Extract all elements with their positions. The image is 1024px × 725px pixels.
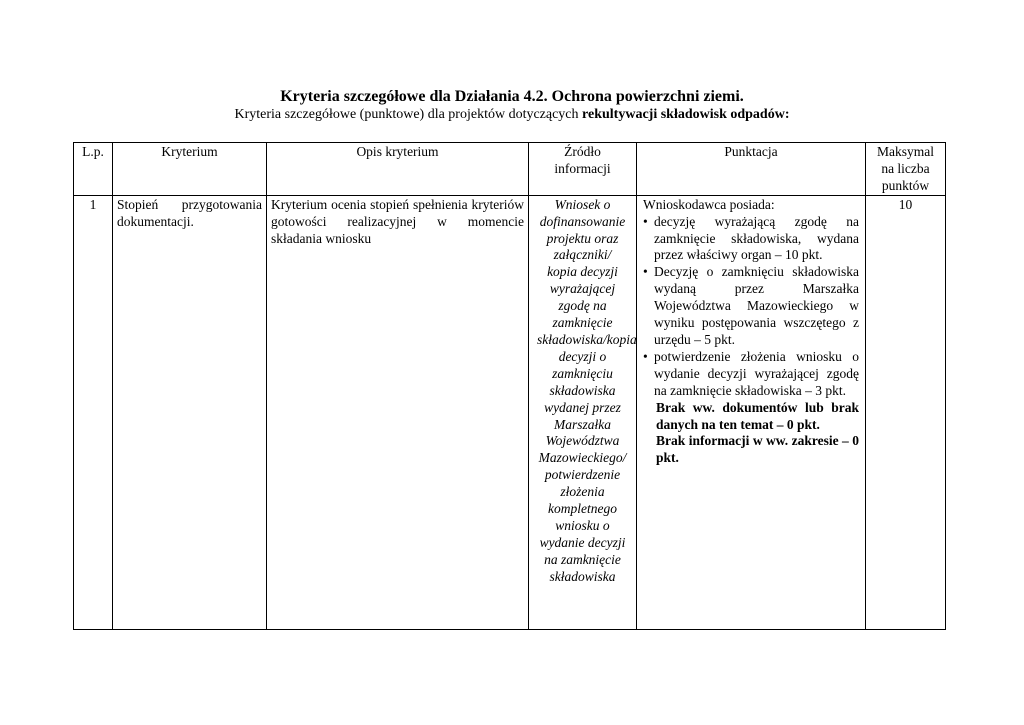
cell-lp: 1 [74, 195, 113, 629]
punktacja-note-no-documents: Brak ww. dokumentów lub brak danych na ten temat – 0 pkt. [656, 399, 859, 432]
bullet-icon: • [643, 348, 648, 364]
header-lp: L.p. [74, 143, 113, 196]
cell-punktacja [637, 195, 866, 629]
header-maksymalna: Maksymal na liczba punktów [866, 143, 946, 196]
list-item [643, 264, 859, 349]
cell-kryterium: Stopień przygotowania dokumentacji. [113, 195, 267, 629]
punktacja-item-text: decyzję wyrażającą zgodę na zamknięcie składowiska, wydana przez właściwy organ – 10 pkt. [654, 213, 859, 263]
bullet-icon: • [643, 264, 648, 280]
list-item [643, 349, 859, 400]
cell-max-points: 10 [866, 195, 946, 629]
header-punktacja: Punktacja [637, 143, 866, 196]
bullet-icon: • [643, 213, 648, 229]
table-row [74, 195, 946, 629]
list-item [643, 214, 859, 265]
punktacja-intro: Wnioskodawca posiada: [643, 196, 775, 212]
header-zrodlo: Źródło informacji [529, 143, 637, 196]
document-subtitle [0, 106, 1024, 124]
header-kryterium: Kryterium [113, 143, 267, 196]
punktacja-item-text: potwierdzenie złożenia wniosku o wydanie decyzji wyrażającej zgodę na zamknięcie składowiska – 3 pkt. [654, 348, 859, 398]
subtitle-text: Kryteria szczegółowe (punktowe) dla projektów dotyczących [234, 107, 583, 122]
cell-zrodlo: Wniosek o dofinansowanie projektu oraz załączniki/ kopia decyzji wyrażającej zgodę na zamknięcie składowiska/kopia decyzji o zamknięciu składowiska wydanej przez Marszałka Województwa Mazowieckiego/ potwierdzenie złożenia kompletnego wniosku o wydanie decyzji na zamknięcie składowiska [529, 195, 637, 629]
cell-opis: Kryterium ocenia stopień spełnienia kryteriów gotowości realizacyjnej w momencie składania wniosku [267, 195, 529, 629]
punktacja-item-text: Decyzję o zamknięciu składowiska wydaną przez Marszałka Województwa Mazowieckiego w wyniku postępowania wszczętego z urzędu – 5 pkt. [654, 264, 859, 347]
header-opis: Opis kryterium [267, 143, 529, 196]
punktacja-note-no-information: Brak informacji w ww. zakresie – 0 pkt. [656, 433, 859, 466]
subtitle-bold-text: rekultywacji składowisk odpadów: [582, 107, 790, 122]
table-header-row [74, 143, 946, 196]
document-title: Kryteria szczegółowe dla Działania 4.2. Ochrona powierzchni ziemi. [280, 88, 744, 105]
punktacja-list [643, 214, 859, 400]
criteria-table [73, 142, 946, 630]
